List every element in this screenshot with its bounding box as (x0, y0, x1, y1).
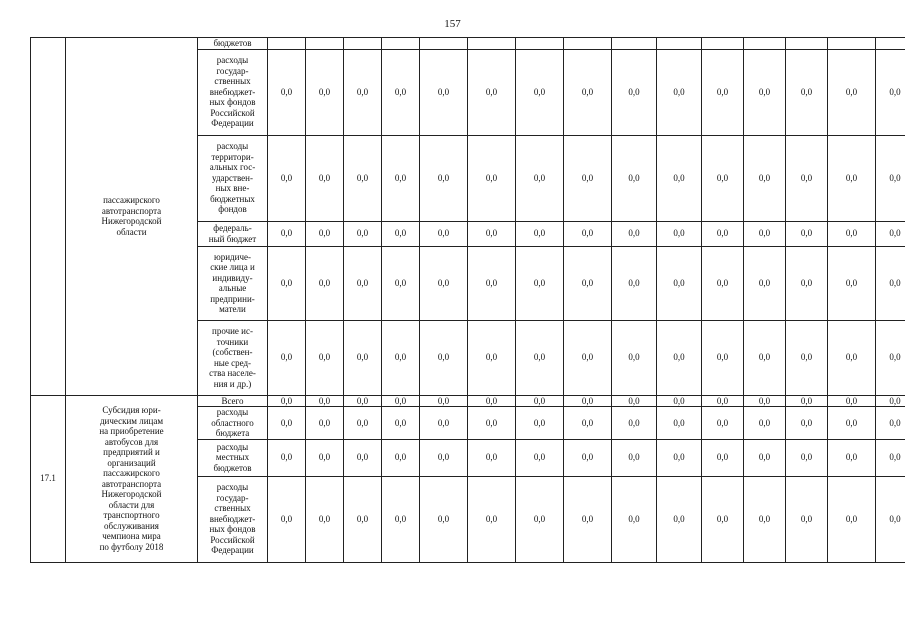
value-cell: 0,0 (744, 439, 786, 476)
funding-source-line: индивиду- (212, 272, 253, 283)
value-cell: 0,0 (382, 320, 420, 395)
value-cell: 0,0 (382, 476, 420, 562)
funding-source-line: Российской (210, 534, 255, 545)
value-cell: 0,0 (468, 221, 516, 246)
value-cell: 0,0 (828, 395, 876, 407)
value-cell: 0,0 (702, 135, 744, 221)
funding-source-line: Федерации (211, 545, 254, 556)
item-name-line: по футболу 2018 (99, 541, 164, 552)
value-cell: 0,0 (420, 49, 468, 135)
value-cell (344, 38, 382, 50)
item-name-line: пассажирского (103, 468, 160, 478)
value-cell: 0,0 (564, 49, 612, 135)
value-cell: 0,0 (657, 395, 702, 407)
value-cell: 0,0 (744, 476, 786, 562)
value-cell: 0,0 (744, 135, 786, 221)
value-cell: 0,0 (702, 49, 744, 135)
value-cell: 0,0 (468, 476, 516, 562)
value-cell: 0,0 (306, 221, 344, 246)
value-cell: 0,0 (786, 320, 828, 395)
item-name-line: обслуживания (104, 520, 159, 531)
value-cell: 0,0 (382, 439, 420, 476)
item-name-line: автотранспорта (101, 205, 162, 216)
value-cell: 0,0 (420, 221, 468, 246)
page-number: 157 (444, 18, 461, 30)
value-cell: 0,0 (306, 135, 344, 221)
value-cell: 0,0 (516, 320, 564, 395)
value-cell: 0,0 (468, 49, 516, 135)
value-cell: 0,0 (420, 135, 468, 221)
funding-source-line: расходы (216, 141, 249, 152)
item-code: 17.1 (31, 395, 66, 562)
value-cell: 0,0 (657, 49, 702, 135)
value-cell: 0,0 (564, 320, 612, 395)
funding-source-line: (собствен- (212, 347, 253, 357)
value-cell (828, 38, 876, 50)
funding-source-line: внебюджет- (209, 513, 256, 524)
value-cell: 0,0 (468, 135, 516, 221)
value-cell: 0,0 (786, 395, 828, 407)
value-cell: 0,0 (744, 320, 786, 395)
value-cell: 0,0 (744, 246, 786, 320)
funding-source-line: ных фондов (209, 97, 256, 108)
value-cell: 0,0 (702, 476, 744, 562)
funding-source (198, 246, 268, 320)
funding-source-line: областного (211, 417, 254, 428)
value-cell: 0,0 (420, 407, 468, 440)
value-cell: 0,0 (468, 246, 516, 320)
funding-source (198, 320, 268, 395)
funding-source-line: территори- (211, 151, 254, 162)
funding-source-line: ские лица и (210, 262, 255, 272)
value-cell: 0,0 (828, 49, 876, 135)
value-cell: 0,0 (612, 439, 657, 476)
value-cell: 0,0 (306, 476, 344, 562)
funding-source-line: расходы (216, 407, 249, 417)
value-cell: 0,0 (420, 439, 468, 476)
funding-source-line: юридиче- (214, 251, 251, 262)
table-body (31, 38, 905, 563)
item-name-line: транспортного (103, 510, 160, 520)
item-name-line: области (116, 226, 147, 237)
value-cell: 0,0 (268, 439, 306, 476)
value-cell: 0,0 (612, 395, 657, 407)
value-cell: 0,0 (268, 320, 306, 395)
value-cell: 0,0 (828, 439, 876, 476)
value-cell: 0,0 (876, 320, 905, 395)
value-cell: 0,0 (702, 407, 744, 440)
item-name (66, 38, 198, 396)
value-cell: 0,0 (344, 476, 382, 562)
value-cell: 0,0 (516, 135, 564, 221)
value-cell: 0,0 (786, 221, 828, 246)
value-cell: 0,0 (420, 476, 468, 562)
value-cell: 0,0 (564, 439, 612, 476)
item-name-line: дическим лицам (99, 415, 164, 426)
value-cell: 0,0 (468, 407, 516, 440)
value-cell: 0,0 (786, 49, 828, 135)
value-cell: 0,0 (306, 395, 344, 407)
value-cell (306, 38, 344, 50)
value-cell: 0,0 (516, 246, 564, 320)
value-cell (657, 38, 702, 50)
value-cell: 0,0 (612, 407, 657, 440)
value-cell: 0,0 (612, 135, 657, 221)
funding-source-line: ственных (214, 76, 251, 87)
value-cell: 0,0 (657, 407, 702, 440)
funding-source-line: ния и др.) (213, 378, 252, 389)
value-cell: 0,0 (702, 439, 744, 476)
value-cell: 0,0 (612, 320, 657, 395)
item-name-line: Нижегородской (101, 216, 162, 227)
value-cell: 0,0 (612, 221, 657, 246)
value-cell: 0,0 (344, 395, 382, 407)
funding-source-line: внебюджет- (209, 86, 256, 97)
funding-source-line: ства населе- (209, 368, 256, 378)
item-name (66, 395, 198, 562)
funding-source (198, 38, 268, 50)
value-cell: 0,0 (876, 476, 905, 562)
value-cell: 0,0 (876, 135, 905, 221)
value-cell: 0,0 (786, 246, 828, 320)
value-cell: 0,0 (420, 395, 468, 407)
value-cell: 0,0 (786, 135, 828, 221)
item-name-line: области для (108, 499, 155, 510)
value-cell: 0,0 (382, 407, 420, 440)
value-cell: 0,0 (344, 320, 382, 395)
value-cell: 0,0 (344, 221, 382, 246)
value-cell: 0,0 (876, 221, 905, 246)
value-cell (516, 38, 564, 50)
value-cell: 0,0 (876, 439, 905, 476)
value-cell: 0,0 (344, 246, 382, 320)
funding-source-line: государ- (216, 492, 249, 503)
item-name-line: автобусов для (104, 436, 159, 447)
value-cell: 0,0 (268, 246, 306, 320)
value-cell: 0,0 (612, 476, 657, 562)
budget-table (30, 37, 905, 563)
value-cell: 0,0 (468, 439, 516, 476)
value-cell: 0,0 (876, 407, 905, 440)
value-cell: 0,0 (268, 476, 306, 562)
value-cell: 0,0 (828, 320, 876, 395)
value-cell: 0,0 (420, 320, 468, 395)
value-cell: 0,0 (516, 476, 564, 562)
value-cell: 0,0 (344, 407, 382, 440)
value-cell: 0,0 (744, 395, 786, 407)
funding-source-line: Федерации (211, 118, 254, 129)
value-cell (564, 38, 612, 50)
value-cell: 0,0 (744, 407, 786, 440)
value-cell: 0,0 (306, 439, 344, 476)
value-cell (876, 38, 905, 50)
value-cell: 0,0 (612, 246, 657, 320)
value-cell: 0,0 (306, 246, 344, 320)
value-cell: 0,0 (828, 135, 876, 221)
funding-source (198, 135, 268, 221)
funding-source-line: фондов (218, 204, 247, 215)
value-cell: 0,0 (564, 221, 612, 246)
value-cell: 0,0 (268, 395, 306, 407)
funding-source-line: ственных (214, 503, 251, 514)
funding-source (198, 476, 268, 562)
value-cell: 0,0 (516, 407, 564, 440)
funding-source (198, 395, 268, 407)
value-cell: 0,0 (268, 135, 306, 221)
value-cell: 0,0 (828, 246, 876, 320)
funding-source (198, 221, 268, 246)
funding-source-line: матели (219, 304, 246, 314)
table-row (31, 38, 905, 50)
value-cell: 0,0 (468, 320, 516, 395)
funding-source (198, 49, 268, 135)
value-cell: 0,0 (657, 221, 702, 246)
value-cell: 0,0 (657, 439, 702, 476)
value-cell (468, 38, 516, 50)
value-cell: 0,0 (268, 221, 306, 246)
value-cell: 0,0 (876, 246, 905, 320)
funding-source-line: расходы (216, 55, 249, 66)
item-name-line: автотранспорта (101, 478, 162, 489)
value-cell: 0,0 (657, 320, 702, 395)
value-cell: 0,0 (268, 49, 306, 135)
value-cell: 0,0 (564, 395, 612, 407)
funding-source-line: точники (216, 336, 249, 347)
value-cell: 0,0 (828, 407, 876, 440)
value-cell: 0,0 (744, 49, 786, 135)
item-name-line: чемпиона мира (102, 531, 161, 541)
item-name-line: на приобретение (99, 426, 164, 436)
funding-source-line: Всего (221, 395, 244, 406)
funding-source-line: ных фондов (209, 524, 256, 535)
value-cell: 0,0 (344, 49, 382, 135)
value-cell: 0,0 (702, 395, 744, 407)
value-cell: 0,0 (564, 476, 612, 562)
item-name-line: пассажирского (103, 195, 160, 206)
value-cell: 0,0 (382, 135, 420, 221)
funding-source-line: Российской (210, 107, 255, 118)
value-cell: 0,0 (382, 49, 420, 135)
value-cell: 0,0 (702, 320, 744, 395)
funding-source-line: бюджетов (213, 462, 252, 473)
value-cell: 0,0 (268, 407, 306, 440)
value-cell: 0,0 (657, 476, 702, 562)
value-cell: 0,0 (657, 135, 702, 221)
value-cell: 0,0 (306, 320, 344, 395)
value-cell (786, 38, 828, 50)
value-cell: 0,0 (612, 49, 657, 135)
funding-source-line: ный бюджет (208, 233, 257, 244)
table-row (31, 395, 905, 407)
value-cell: 0,0 (344, 135, 382, 221)
funding-source-line: расходы (216, 482, 249, 493)
funding-source-line: расходы (216, 441, 249, 452)
value-cell: 0,0 (657, 246, 702, 320)
funding-source (198, 439, 268, 476)
funding-source-line: федераль- (213, 223, 252, 233)
value-cell: 0,0 (516, 439, 564, 476)
funding-source-line: государ- (216, 65, 249, 76)
value-cell: 0,0 (564, 407, 612, 440)
value-cell: 0,0 (564, 135, 612, 221)
value-cell (382, 38, 420, 50)
value-cell: 0,0 (516, 395, 564, 407)
item-code (31, 38, 66, 396)
value-cell: 0,0 (306, 49, 344, 135)
value-cell: 0,0 (702, 221, 744, 246)
funding-source (198, 407, 268, 440)
value-cell: 0,0 (382, 246, 420, 320)
funding-source-line: альных гос- (209, 162, 256, 173)
value-cell (612, 38, 657, 50)
value-cell: 0,0 (564, 246, 612, 320)
funding-source-line: предприни- (210, 293, 255, 304)
value-cell: 0,0 (516, 221, 564, 246)
item-name-line: Субсидия юри- (102, 405, 161, 415)
value-cell: 0,0 (382, 221, 420, 246)
value-cell (744, 38, 786, 50)
funding-source-line: бюджетных (210, 193, 255, 204)
value-cell: 0,0 (344, 439, 382, 476)
funding-source-line: прочие ис- (212, 326, 253, 336)
funding-source-line: альные (218, 283, 247, 293)
item-name-line: Нижегородской (101, 489, 162, 499)
value-cell: 0,0 (786, 407, 828, 440)
value-cell: 0,0 (786, 439, 828, 476)
value-cell: 0,0 (516, 49, 564, 135)
value-cell: 0,0 (382, 395, 420, 407)
value-cell: 0,0 (786, 476, 828, 562)
item-name-line: организаций (107, 457, 156, 468)
value-cell (702, 38, 744, 50)
funding-source-line: ные сред- (213, 357, 252, 368)
value-cell: 0,0 (468, 395, 516, 407)
value-cell: 0,0 (876, 395, 905, 407)
value-cell (268, 38, 306, 50)
value-cell: 0,0 (702, 246, 744, 320)
funding-source-line: ных вне- (215, 183, 250, 194)
value-cell: 0,0 (828, 221, 876, 246)
funding-source-line: бюджетов (213, 38, 252, 48)
value-cell: 0,0 (744, 221, 786, 246)
funding-source-line: бюджета (215, 428, 250, 438)
value-cell (420, 38, 468, 50)
value-cell: 0,0 (876, 49, 905, 135)
value-cell: 0,0 (828, 476, 876, 562)
funding-source-line: ударствен- (212, 172, 253, 183)
funding-source-line: местных (215, 452, 250, 463)
item-name-line: предприятий и (103, 447, 160, 457)
value-cell: 0,0 (420, 246, 468, 320)
value-cell: 0,0 (306, 407, 344, 440)
